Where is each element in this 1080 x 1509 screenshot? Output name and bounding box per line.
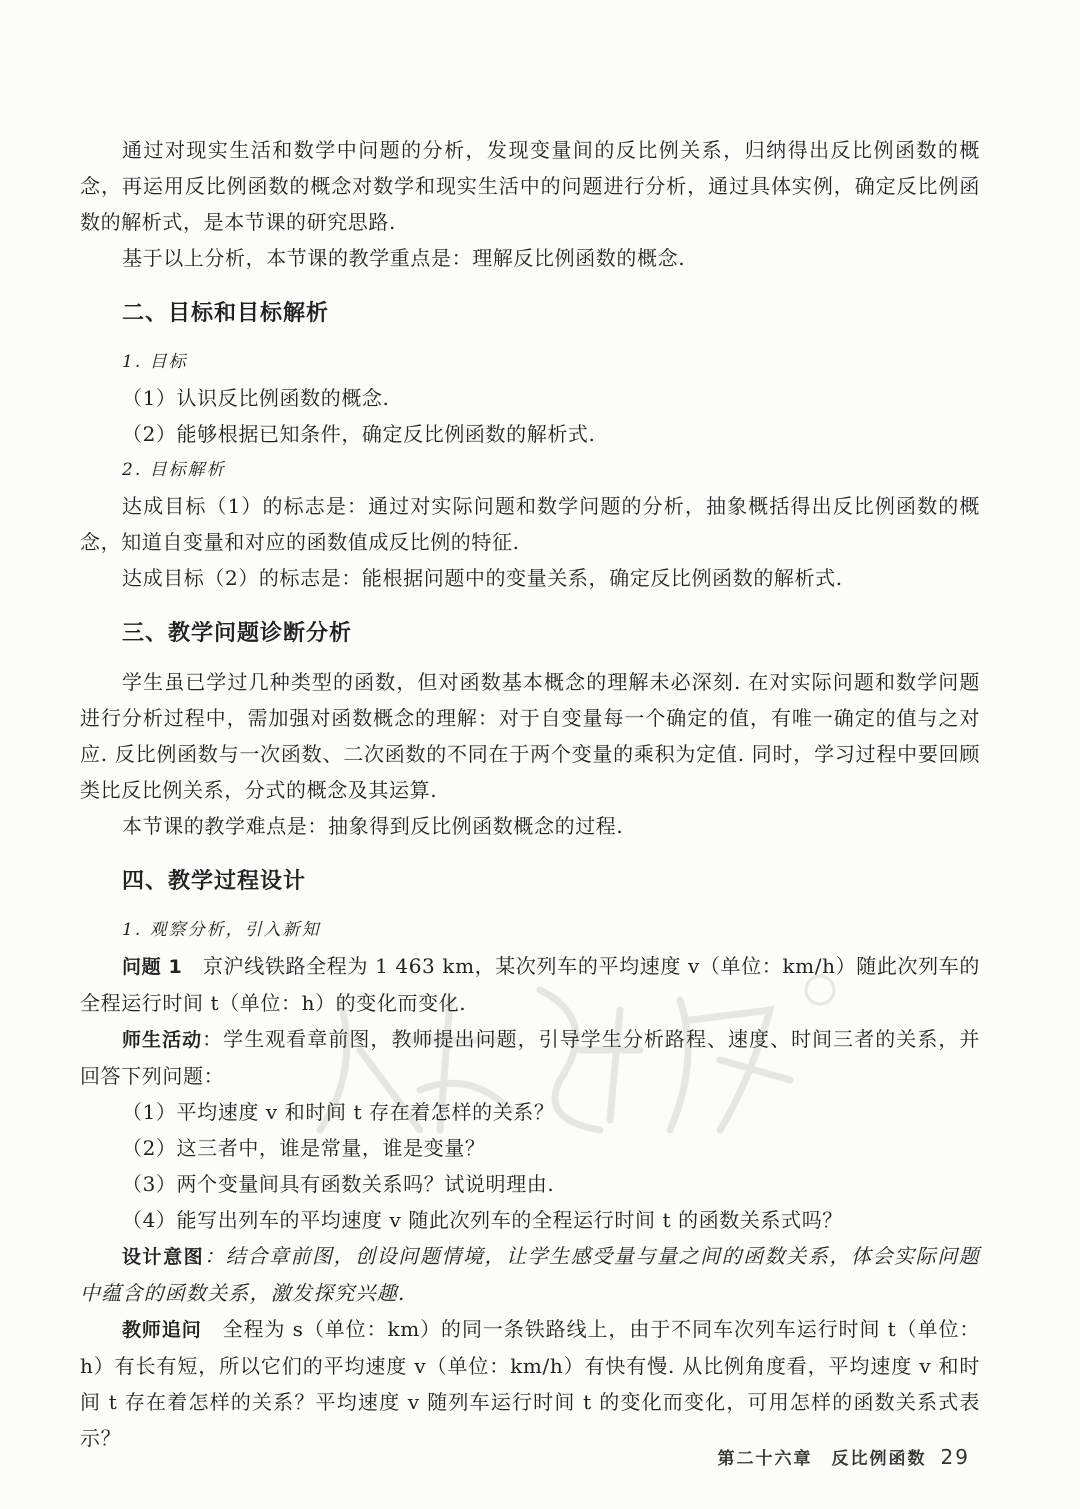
problem-1-paragraph bbox=[80, 948, 980, 1021]
goal-item-2: （2）能够根据已知条件，确定反比例函数的解析式. bbox=[122, 422, 596, 446]
problem-1-label: 问题 1 bbox=[122, 956, 183, 978]
goal-analysis-subheading: 2. 目标解析 bbox=[122, 460, 226, 480]
page-number: 29 bbox=[940, 1445, 970, 1469]
activity-paragraph bbox=[80, 1021, 980, 1094]
problem-1-text: 京沪线铁路全程为 1 463 km，某次列车的平均速度 v（单位：km/h）随此次列车的全程运行时间 t（单位：h）的变化而变化. bbox=[80, 954, 980, 1015]
design-intent-paragraph bbox=[80, 1238, 980, 1311]
question-item-1: （1）平均速度 v 和时间 t 存在着怎样的关系？ bbox=[122, 1100, 555, 1124]
goal-subheading: 1. 目标 bbox=[122, 352, 188, 372]
teacher-followup-text: 全程为 s（单位：km）的同一条铁路线上，由于不同车次列车运行时间 t（单位：h）有长有短，所以它们的平均速度 v（单位：km/h）有快有慢. 从比例角度看，平均速度 v 和时间 t 存在着怎样的关系？平均速度 v 随列车运行时间 t 的变化而变化，可用怎样的函数关系式表示？ bbox=[80, 1317, 980, 1450]
section-4-heading: 四、教学过程设计 bbox=[122, 869, 307, 894]
intro-paragraph-2: 基于以上分析，本节课的教学重点是：理解反比例函数的概念. bbox=[122, 246, 686, 270]
goal-analysis-paragraph-1: 达成目标（1）的标志是：通过对实际问题和数学问题的分析，抽象概括得出反比例函数的概念，知道自变量和对应的函数值成反比例的特征. bbox=[80, 494, 980, 554]
section-3-heading: 三、教学问题诊断分析 bbox=[122, 621, 353, 646]
diagnosis-paragraph-2: 本节课的教学难点是：抽象得到反比例函数概念的过程. bbox=[122, 814, 624, 838]
goal-analysis-paragraph-2: 达成目标（2）的标志是：能根据问题中的变量关系，确定反比例函数的解析式. bbox=[122, 566, 843, 590]
activity-label: 师生活动 bbox=[122, 1029, 203, 1051]
activity-text: ：学生观看章前图，教师提出问题，引导学生分析路程、速度、时间三者的关系，并回答下列问题： bbox=[80, 1027, 980, 1088]
page-content bbox=[80, 132, 980, 1456]
design-intent-label: 设计意图 bbox=[122, 1246, 205, 1268]
chapter-title: 第二十六章 反比例函数 bbox=[717, 1449, 927, 1469]
diagnosis-paragraph-1: 学生虽已学过几种类型的函数，但对函数基本概念的理解未必深刻. 在对实际问题和数学问题进行分析过程中，需加强对函数概念的理解：对于自变量每一个确定的值，有唯一确定的值与之对应. 反比例函数与一次函数、二次函数的不同在于两个变量的乘积为定值. 同时，学习过程中要回顾类比反比例关系，分式的概念及其运算. bbox=[80, 670, 980, 802]
step-1-subheading: 1. 观察分析，引入新知 bbox=[122, 920, 321, 940]
question-item-3: （3）两个变量间具有函数关系吗？试说明理由. bbox=[122, 1172, 555, 1196]
goal-item-1: （1）认识反比例函数的概念. bbox=[122, 386, 390, 410]
question-item-2: （2）这三者中，谁是常量，谁是变量？ bbox=[122, 1136, 486, 1160]
design-intent-text: ：结合章前图，创设问题情境，让学生感受量与量之间的函数关系，体会实际问题中蕴含的函数关系，激发探究兴趣. bbox=[80, 1244, 980, 1305]
teacher-followup-label: 教师追问 bbox=[122, 1319, 202, 1341]
section-2-heading: 二、目标和目标解析 bbox=[122, 301, 330, 326]
intro-paragraph-1: 通过对现实生活和数学中问题的分析，发现变量间的反比例关系，归纳得出反比例函数的概念，再运用反比例函数的概念对数学和现实生活中的问题进行分析，通过具体实例，确定反比例函数的解析式，是本节课的研究思路. bbox=[80, 138, 980, 234]
teacher-followup-paragraph bbox=[80, 1311, 980, 1456]
page-footer bbox=[718, 1444, 970, 1469]
question-item-4: （4）能写出列车的平均速度 v 随此次列车的全程运行时间 t 的函数关系式吗？ bbox=[122, 1208, 843, 1232]
